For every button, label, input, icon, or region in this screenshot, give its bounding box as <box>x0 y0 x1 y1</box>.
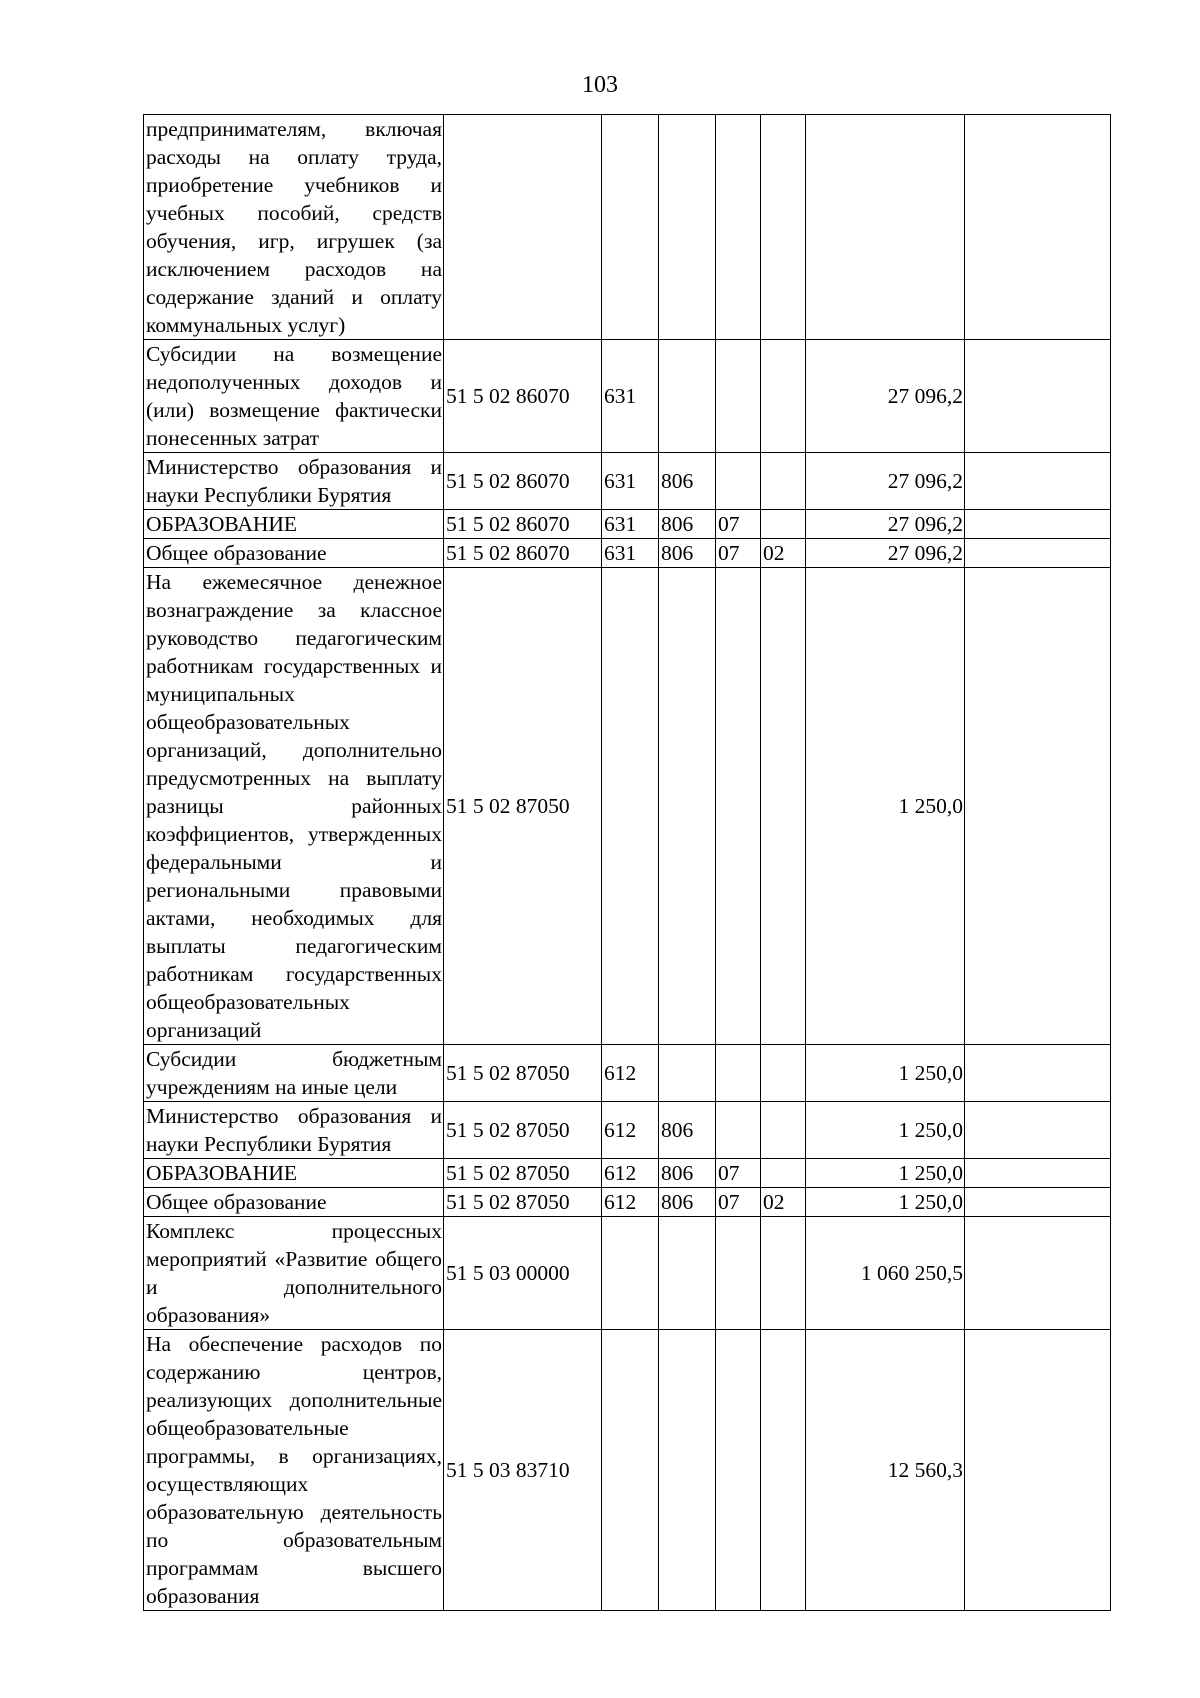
target-code-cell: 51 5 02 86070 <box>444 539 602 568</box>
subsection-cell: 02 <box>761 1188 806 1217</box>
table-row <box>144 510 1111 539</box>
amount-cell: 1 250,0 <box>806 1045 965 1102</box>
extra-cell <box>965 568 1111 1045</box>
table-row <box>144 115 1111 340</box>
table-row <box>144 453 1111 510</box>
row-name-cell: На обеспечение расходов по содержанию центров, реализующих дополнительные общеобразовательные программы, в организациях, осуществляющих образовательную деятельность по образовательным программам высшего образования <box>144 1330 444 1611</box>
section-cell <box>716 1045 761 1102</box>
row-name-cell: ОБРАЗОВАНИЕ <box>144 510 444 539</box>
expense-type-cell <box>602 1330 659 1611</box>
expense-type-cell <box>602 115 659 340</box>
ministry-code-cell: 806 <box>659 1102 716 1159</box>
target-code-cell: 51 5 02 87050 <box>444 1159 602 1188</box>
amount-cell: 27 096,2 <box>806 453 965 510</box>
expense-type-cell: 612 <box>602 1188 659 1217</box>
target-code-cell: 51 5 03 00000 <box>444 1217 602 1330</box>
expense-type-cell <box>602 568 659 1045</box>
extra-cell <box>965 115 1111 340</box>
ministry-code-cell: 806 <box>659 539 716 568</box>
ministry-code-cell <box>659 340 716 453</box>
target-code-cell: 51 5 03 83710 <box>444 1330 602 1611</box>
amount-cell: 27 096,2 <box>806 340 965 453</box>
row-name-cell: Субсидии на возмещение недополученных доходов и (или) возмещение фактически понесенных затрат <box>144 340 444 453</box>
amount-cell: 1 250,0 <box>806 1102 965 1159</box>
row-name-cell: Общее образование <box>144 539 444 568</box>
extra-cell <box>965 510 1111 539</box>
table-row <box>144 1159 1111 1188</box>
subsection-cell <box>761 1102 806 1159</box>
extra-cell <box>965 1188 1111 1217</box>
ministry-code-cell: 806 <box>659 1159 716 1188</box>
ministry-code-cell: 806 <box>659 510 716 539</box>
section-cell: 07 <box>716 1188 761 1217</box>
section-cell <box>716 1217 761 1330</box>
extra-cell <box>965 1159 1111 1188</box>
ministry-code-cell <box>659 1330 716 1611</box>
section-cell: 07 <box>716 510 761 539</box>
row-name-cell: Министерство образования и науки Республики Бурятия <box>144 1102 444 1159</box>
amount-cell: 12 560,3 <box>806 1330 965 1611</box>
table-row <box>144 539 1111 568</box>
ministry-code-cell <box>659 115 716 340</box>
expense-type-cell: 612 <box>602 1045 659 1102</box>
expense-type-cell: 631 <box>602 539 659 568</box>
extra-cell <box>965 1045 1111 1102</box>
budget-table <box>143 114 1111 1611</box>
extra-cell <box>965 1217 1111 1330</box>
subsection-cell <box>761 1159 806 1188</box>
extra-cell <box>965 340 1111 453</box>
target-code-cell: 51 5 02 86070 <box>444 510 602 539</box>
row-name-cell: предпринимателям, включая расходы на оплату труда, приобретение учебников и учебных пособий, средств обучения, игр, игрушек (за исключением расходов на содержание зданий и оплату коммунальных услуг) <box>144 115 444 340</box>
section-cell <box>716 453 761 510</box>
target-code-cell: 51 5 02 87050 <box>444 1045 602 1102</box>
subsection-cell <box>761 340 806 453</box>
table-row <box>144 340 1111 453</box>
target-code-cell: 51 5 02 87050 <box>444 568 602 1045</box>
table-row <box>144 1330 1111 1611</box>
ministry-code-cell: 806 <box>659 453 716 510</box>
expense-type-cell <box>602 1217 659 1330</box>
section-cell <box>716 1330 761 1611</box>
expense-type-cell: 612 <box>602 1159 659 1188</box>
section-cell <box>716 1102 761 1159</box>
row-name-cell: Общее образование <box>144 1188 444 1217</box>
subsection-cell <box>761 1330 806 1611</box>
table-body <box>144 115 1111 1611</box>
row-name-cell: ОБРАЗОВАНИЕ <box>144 1159 444 1188</box>
expense-type-cell: 631 <box>602 340 659 453</box>
target-code-cell <box>444 115 602 340</box>
subsection-cell <box>761 1217 806 1330</box>
target-code-cell: 51 5 02 86070 <box>444 453 602 510</box>
page-number: 103 <box>582 72 618 98</box>
section-cell: 07 <box>716 1159 761 1188</box>
amount-cell <box>806 115 965 340</box>
amount-cell: 1 250,0 <box>806 1188 965 1217</box>
ministry-code-cell <box>659 1045 716 1102</box>
row-name-cell: На ежемесячное денежное вознаграждение за классное руководство педагогическим работникам государственных и муниципальных общеобразовательных организаций, дополнительно предусмотренных на выплату разницы районных коэффициентов, утвержденных федеральными и региональными правовыми актами, необходимых для выплаты педагогическим работникам государственных общеобразовательных организаций <box>144 568 444 1045</box>
amount-cell: 1 060 250,5 <box>806 1217 965 1330</box>
amount-cell: 27 096,2 <box>806 539 965 568</box>
subsection-cell: 02 <box>761 539 806 568</box>
row-name-cell: Комплекс процессных мероприятий «Развитие общего и дополнительного образования» <box>144 1217 444 1330</box>
subsection-cell <box>761 115 806 340</box>
subsection-cell <box>761 1045 806 1102</box>
section-cell <box>716 115 761 340</box>
row-name-cell: Министерство образования и науки Республики Бурятия <box>144 453 444 510</box>
expense-type-cell: 612 <box>602 1102 659 1159</box>
ministry-code-cell <box>659 1217 716 1330</box>
table-row <box>144 1045 1111 1102</box>
ministry-code-cell: 806 <box>659 1188 716 1217</box>
subsection-cell <box>761 453 806 510</box>
section-cell <box>716 340 761 453</box>
table-row <box>144 1102 1111 1159</box>
target-code-cell: 51 5 02 86070 <box>444 340 602 453</box>
extra-cell <box>965 453 1111 510</box>
amount-cell: 27 096,2 <box>806 510 965 539</box>
amount-cell: 1 250,0 <box>806 1159 965 1188</box>
table-row <box>144 1188 1111 1217</box>
target-code-cell: 51 5 02 87050 <box>444 1102 602 1159</box>
extra-cell <box>965 1330 1111 1611</box>
extra-cell <box>965 1102 1111 1159</box>
amount-cell: 1 250,0 <box>806 568 965 1045</box>
extra-cell <box>965 539 1111 568</box>
table-row <box>144 1217 1111 1330</box>
section-cell <box>716 568 761 1045</box>
section-cell: 07 <box>716 539 761 568</box>
ministry-code-cell <box>659 568 716 1045</box>
subsection-cell <box>761 568 806 1045</box>
row-name-cell: Субсидии бюджетным учреждениям на иные цели <box>144 1045 444 1102</box>
target-code-cell: 51 5 02 87050 <box>444 1188 602 1217</box>
expense-type-cell: 631 <box>602 510 659 539</box>
expense-type-cell: 631 <box>602 453 659 510</box>
subsection-cell <box>761 510 806 539</box>
table-row <box>144 568 1111 1045</box>
